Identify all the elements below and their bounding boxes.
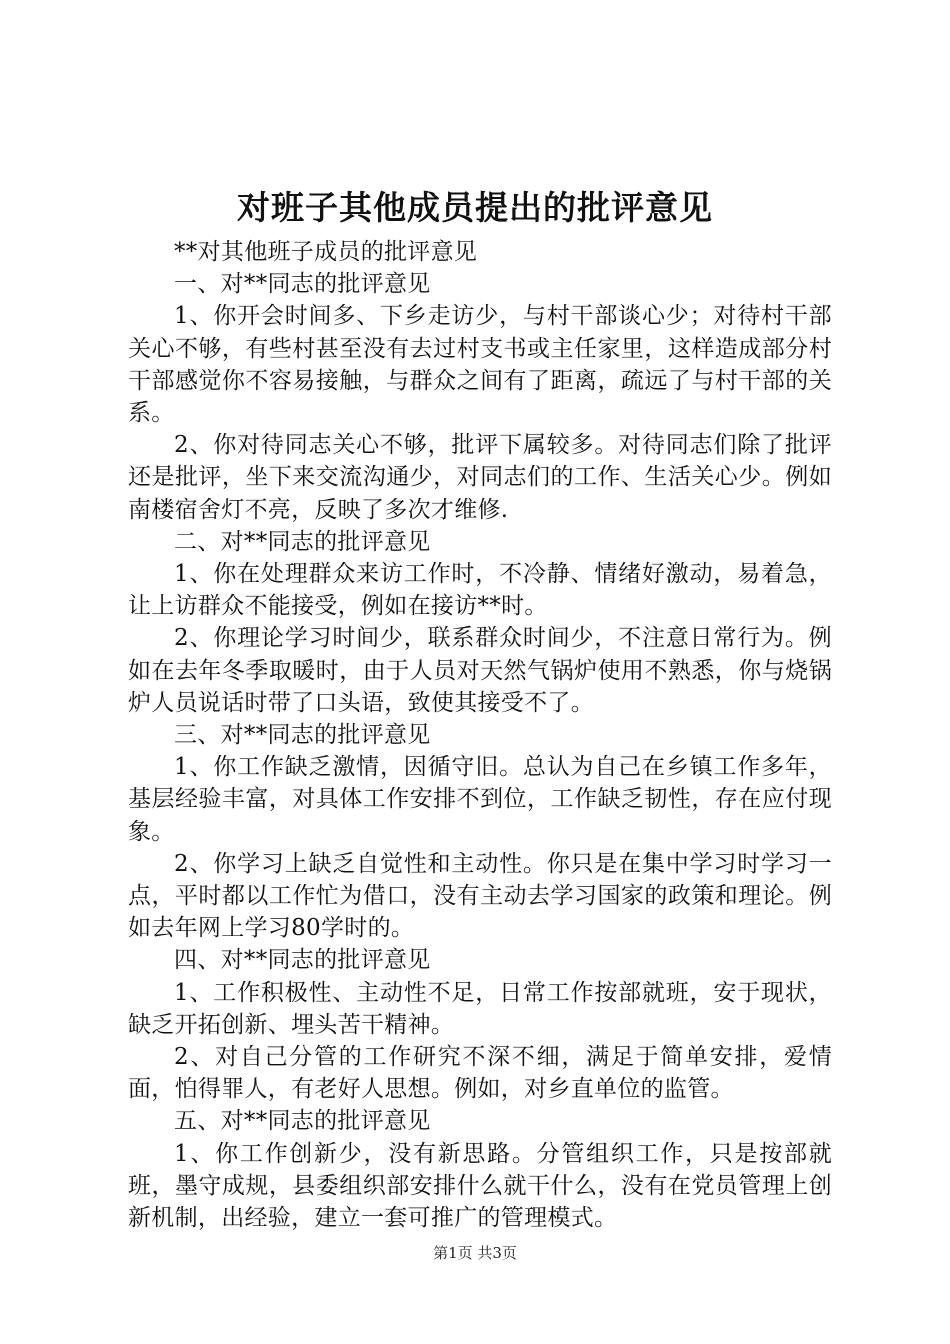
section-heading-4: 四、对**同志的批评意见 bbox=[174, 947, 431, 974]
section-heading-1: 一、对**同志的批评意见 bbox=[174, 271, 431, 298]
section-heading-5: 五、对**同志的批评意见 bbox=[174, 1108, 431, 1135]
document-title: 对班子其他成员提出的批评意见 bbox=[237, 188, 713, 227]
paragraph: 2、对自己分管的工作研究不深不细，满足于简单安排，爱情面，怕得罪人，有老好人思想。例如，对乡直单位的监管。 bbox=[128, 1044, 832, 1103]
paragraph-intro: **对其他班子成员的批评意见 bbox=[174, 239, 478, 265]
paragraph: 1、工作积极性、主动性不足，日常工作按部就班，安于现状，缺乏开拓创新、埋头苦干精神。 bbox=[128, 979, 832, 1038]
paragraph: 2、你对待同志关心不够，批评下属较多。对待同志们除了批评还是批评，坐下来交流沟通少，对同志们的工作、生活关心少。例如南楼宿舍灯不亮，反映了多次才维修. bbox=[128, 432, 832, 523]
paragraph: 1、你开会时间多、下乡走访少，与村干部谈心少；对待村干部关心不够，有些村甚至没有去过村支书或主任家里，这样造成部分村干部感觉你不容易接触，与群众之间有了距离，疏远了与村干部的关系。 bbox=[128, 303, 832, 427]
section-heading-2: 二、对**同志的批评意见 bbox=[174, 528, 431, 555]
paragraph: 2、你学习上缺乏自觉性和主动性。你只是在集中学习时学习一点，平时都以工作忙为借口，没有主动去学习国家的政策和理论。例如去年网上学习80学时的。 bbox=[128, 850, 832, 942]
paragraph: 1、你工作缺乏激情，因循守旧。总认为自己在乡镇工作多年，基层经验丰富，对具体工作安排不到位，工作缺乏韧性，存在应付现象。 bbox=[128, 754, 832, 845]
paragraph: 1、你工作创新少，没有新思路。分管组织工作，只是按部就班，墨守成规，县委组织部安排什么就干什么，没有在党员管理上创新机制，出经验，建立一套可推广的管理模式。 bbox=[128, 1140, 832, 1232]
section-heading-3: 三、对**同志的批评意见 bbox=[174, 722, 431, 749]
document-body bbox=[128, 236, 832, 1234]
paragraph: 2、你理论学习时间少，联系群众时间少，不注意日常行为。例如在去年冬季取暖时，由于人员对天然气锅炉使用不熟悉，你与烧锅炉人员说话时带了口头语，致使其接受不了。 bbox=[128, 625, 832, 716]
page-number-footer: 第1页 共3页 bbox=[433, 1244, 517, 1262]
paragraph: 1、你在处理群众来访工作时，不冷静、情绪好激动，易着急，让上访群众不能接受，例如在接访**时。 bbox=[128, 561, 832, 620]
